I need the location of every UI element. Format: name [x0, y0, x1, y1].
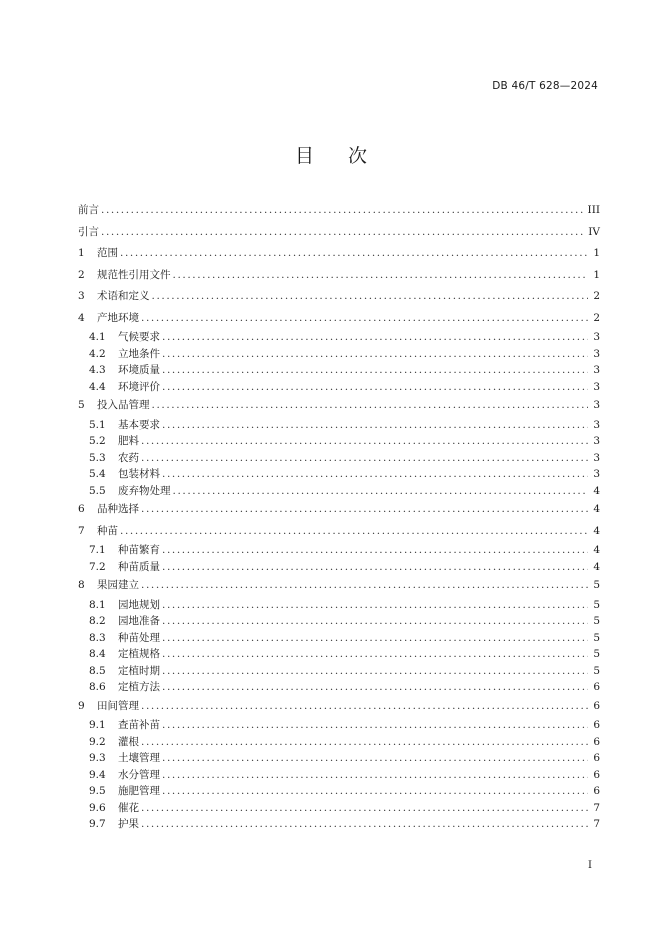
- toc-entry-number: 2: [78, 268, 85, 281]
- toc-entry-page: 4: [593, 560, 600, 573]
- toc-entry-number: 5.4: [89, 468, 106, 480]
- table-of-contents: [78, 200, 600, 833]
- toc-entry-number: 6: [78, 503, 85, 515]
- toc-entry-title: 施肥管理: [118, 785, 160, 797]
- toc-entry-page: 5: [593, 615, 600, 627]
- toc-entry-title: 种苗质量: [118, 560, 160, 573]
- toc-entry-number: 5: [78, 399, 85, 411]
- toc-entry-page: 4: [593, 544, 600, 556]
- toc-entry-number: 7: [78, 524, 85, 537]
- dot-leader: [141, 800, 588, 817]
- toc-subentry[interactable]: [78, 450, 600, 467]
- toc-entry-title: 投入品管理: [97, 399, 150, 411]
- toc-entry-number: 7.2: [89, 560, 106, 573]
- toc-subentry[interactable]: [78, 379, 600, 396]
- toc-subentry[interactable]: [78, 783, 600, 800]
- dot-leader: [162, 646, 588, 663]
- toc-entry[interactable]: [78, 499, 600, 521]
- toc-entry-title: 土壤管理: [118, 752, 160, 764]
- dot-leader: [162, 717, 588, 734]
- dot-leader: [162, 417, 588, 434]
- toc-entry-number: 9: [78, 699, 85, 712]
- toc-subentry[interactable]: [78, 750, 600, 767]
- toc-entry-title: 种苗处理: [118, 631, 160, 644]
- toc-entry-number: 4.3: [89, 364, 106, 376]
- toc-entry[interactable]: [78, 575, 600, 597]
- toc-subentry[interactable]: [78, 767, 600, 784]
- toc-entry-title: 废弃物处理: [118, 484, 171, 497]
- toc-entry-page: 2: [593, 290, 600, 302]
- toc-entry-page: 3: [593, 399, 600, 411]
- toc-entry-page: 4: [593, 524, 600, 537]
- toc-entry-page: 1: [593, 268, 600, 281]
- toc-entry-title: 品种选择: [97, 503, 139, 515]
- dot-leader: [101, 222, 584, 244]
- toc-entry-page: 6: [593, 752, 600, 764]
- toc-entry-title: 肥料: [118, 435, 139, 447]
- toc-entry-title: 灌根: [118, 735, 139, 748]
- toc-subentry[interactable]: [78, 717, 600, 734]
- toc-entry-number: 4.4: [89, 380, 106, 393]
- toc-subentry[interactable]: [78, 542, 600, 559]
- toc-subentry[interactable]: [78, 362, 600, 379]
- toc-entry-number: 5.2: [89, 435, 106, 447]
- toc-entry-title: 范围: [97, 247, 118, 259]
- toc-entry[interactable]: [78, 308, 600, 330]
- toc-entry[interactable]: [78, 521, 600, 543]
- toc-entry-title: 气候要求: [118, 331, 160, 343]
- dot-leader: [162, 750, 588, 767]
- toc-entry-page: 5: [593, 631, 600, 644]
- dot-leader: [120, 521, 588, 543]
- toc-entry-title: 农药: [118, 451, 139, 464]
- toc-entry-number: 8: [78, 579, 85, 591]
- dot-leader: [141, 499, 588, 521]
- toc-entry-page: 4: [593, 484, 600, 497]
- dot-leader: [162, 767, 588, 784]
- toc-entry-page: 3: [593, 331, 600, 343]
- toc-subentry[interactable]: [78, 597, 600, 614]
- toc-entry-title: 园地规划: [118, 598, 160, 611]
- toc-entry-number: 9.5: [89, 785, 106, 797]
- toc-entry-page: 1: [593, 247, 600, 259]
- toc-entry-title: 包装材料: [118, 468, 160, 480]
- toc-entry-number: 8.5: [89, 664, 106, 677]
- toc-entry[interactable]: [78, 243, 600, 265]
- toc-entry-page: III: [587, 204, 600, 216]
- toc-entry-title: 环境质量: [118, 364, 160, 376]
- toc-entry[interactable]: [78, 395, 600, 417]
- toc-subentry[interactable]: [78, 679, 600, 696]
- page-number: I: [588, 860, 592, 871]
- toc-entry-title: 前言: [78, 204, 99, 216]
- toc-entry-page: 3: [593, 364, 600, 376]
- toc-entry-title: 种苗: [97, 524, 118, 537]
- toc-entry[interactable]: [78, 696, 600, 718]
- document-code: DB 46/T 628—2024: [492, 80, 598, 92]
- toc-entry-number: 8.6: [89, 681, 106, 693]
- toc-entry-page: 5: [593, 598, 600, 611]
- toc-entry-number: 7.1: [89, 544, 106, 556]
- toc-entry-page: 5: [593, 579, 600, 591]
- toc-subentry[interactable]: [78, 613, 600, 630]
- toc-entry-title: 规范性引用文件: [97, 268, 171, 281]
- toc-entry-page: 4: [593, 503, 600, 515]
- toc-entry-title: 催花: [118, 801, 139, 814]
- toc-entry-page: 6: [593, 719, 600, 731]
- dot-leader: [141, 433, 588, 450]
- toc-subentry[interactable]: [78, 630, 600, 647]
- toc-entry-page: 6: [593, 735, 600, 748]
- toc-entry-title: 基本要求: [118, 418, 160, 431]
- toc-entry-page: 6: [593, 681, 600, 693]
- dot-leader: [162, 679, 588, 696]
- toc-entry-number: 8.4: [89, 648, 106, 660]
- dot-leader: [141, 816, 588, 833]
- toc-entry-title: 果园建立: [97, 579, 139, 591]
- toc-subentry[interactable]: [78, 483, 600, 500]
- toc-entry-number: 5.3: [89, 451, 106, 464]
- toc-subentry[interactable]: [78, 346, 600, 363]
- dot-leader: [162, 466, 588, 483]
- toc-entry-number: 4.2: [89, 347, 106, 360]
- dot-leader: [162, 329, 588, 346]
- toc-entry-number: 8.1: [89, 598, 106, 611]
- toc-entry-page: 3: [593, 468, 600, 480]
- toc-entry-page: 3: [593, 418, 600, 431]
- toc-entry-title: 环境评价: [118, 380, 160, 393]
- toc-entry-number: 9.3: [89, 752, 106, 764]
- toc-entry-title: 田间管理: [97, 699, 139, 712]
- dot-leader: [141, 575, 588, 597]
- toc-entry-page: IV: [588, 225, 600, 238]
- toc-subentry[interactable]: [78, 559, 600, 576]
- dot-leader: [162, 379, 588, 396]
- dot-leader: [162, 613, 588, 630]
- toc-subentry[interactable]: [78, 663, 600, 680]
- toc-entry-number: 8.2: [89, 615, 106, 627]
- toc-entry-number: 9.7: [89, 818, 106, 830]
- toc-entry[interactable]: [78, 265, 600, 287]
- toc-entry-page: 6: [593, 768, 600, 781]
- toc-entry-title: 立地条件: [118, 347, 160, 360]
- toc-entry-title: 术语和定义: [97, 290, 150, 302]
- toc-entry-number: 4: [78, 311, 85, 324]
- toc-entry-title: 水分管理: [118, 768, 160, 781]
- dot-leader: [141, 734, 588, 751]
- dot-leader: [173, 483, 589, 500]
- toc-entry-title: 定植规格: [118, 648, 160, 660]
- toc-entry-page: 3: [593, 347, 600, 360]
- toc-entry-number: 5.1: [89, 418, 106, 431]
- toc-entry-title: 护果: [118, 818, 139, 830]
- toc-entry-title: 园地准备: [118, 615, 160, 627]
- toc-subentry[interactable]: [78, 800, 600, 817]
- dot-leader: [162, 783, 588, 800]
- toc-entry-number: 3: [78, 290, 85, 302]
- toc-entry-number: 5.5: [89, 484, 106, 497]
- toc-subentry[interactable]: [78, 734, 600, 751]
- dot-leader: [162, 630, 588, 647]
- toc-entry-page: 3: [593, 380, 600, 393]
- toc-entry-title: 查苗补苗: [118, 719, 160, 731]
- dot-leader: [162, 362, 588, 379]
- toc-entry-number: 9.4: [89, 768, 106, 781]
- toc-entry-page: 7: [593, 801, 600, 814]
- dot-leader: [152, 286, 589, 308]
- toc-entry[interactable]: [78, 200, 600, 222]
- toc-subentry[interactable]: [78, 417, 600, 434]
- toc-entry[interactable]: [78, 222, 600, 244]
- dot-leader: [162, 346, 588, 363]
- toc-entry-number: 9.6: [89, 801, 106, 814]
- toc-subentry[interactable]: [78, 433, 600, 450]
- dot-leader: [173, 265, 589, 287]
- dot-leader: [162, 663, 588, 680]
- toc-entry-page: 3: [593, 451, 600, 464]
- dot-leader: [162, 597, 588, 614]
- dot-leader: [101, 200, 584, 222]
- toc-entry-number: 8.3: [89, 631, 106, 644]
- toc-entry-page: 2: [593, 311, 600, 324]
- dot-leader: [120, 243, 588, 265]
- dot-leader: [141, 696, 588, 718]
- toc-entry-page: 6: [593, 785, 600, 797]
- toc-entry-page: 3: [593, 435, 600, 447]
- toc-entry-number: 4.1: [89, 331, 106, 343]
- toc-entry[interactable]: [78, 286, 600, 308]
- toc-entry-number: 1: [78, 247, 85, 259]
- toc-entry-page: 7: [593, 818, 600, 830]
- toc-subentry[interactable]: [78, 646, 600, 663]
- dot-leader: [141, 450, 588, 467]
- toc-entry-page: 5: [593, 664, 600, 677]
- toc-entry-title: 定植方法: [118, 681, 160, 693]
- toc-entry-title: 定植时期: [118, 664, 160, 677]
- page-title: 目次: [294, 145, 401, 167]
- dot-leader: [152, 395, 589, 417]
- toc-subentry[interactable]: [78, 816, 600, 833]
- dot-leader: [141, 308, 588, 330]
- toc-entry-title: 引言: [78, 225, 99, 238]
- toc-entry-page: 5: [593, 648, 600, 660]
- toc-entry-number: 9.2: [89, 735, 106, 748]
- toc-entry-title: 种苗繁育: [118, 544, 160, 556]
- toc-subentry[interactable]: [78, 329, 600, 346]
- toc-entry-number: 9.1: [89, 719, 106, 731]
- toc-entry-page: 6: [593, 699, 600, 712]
- dot-leader: [162, 542, 588, 559]
- toc-entry-title: 产地环境: [97, 311, 139, 324]
- dot-leader: [162, 559, 588, 576]
- toc-subentry[interactable]: [78, 466, 600, 483]
